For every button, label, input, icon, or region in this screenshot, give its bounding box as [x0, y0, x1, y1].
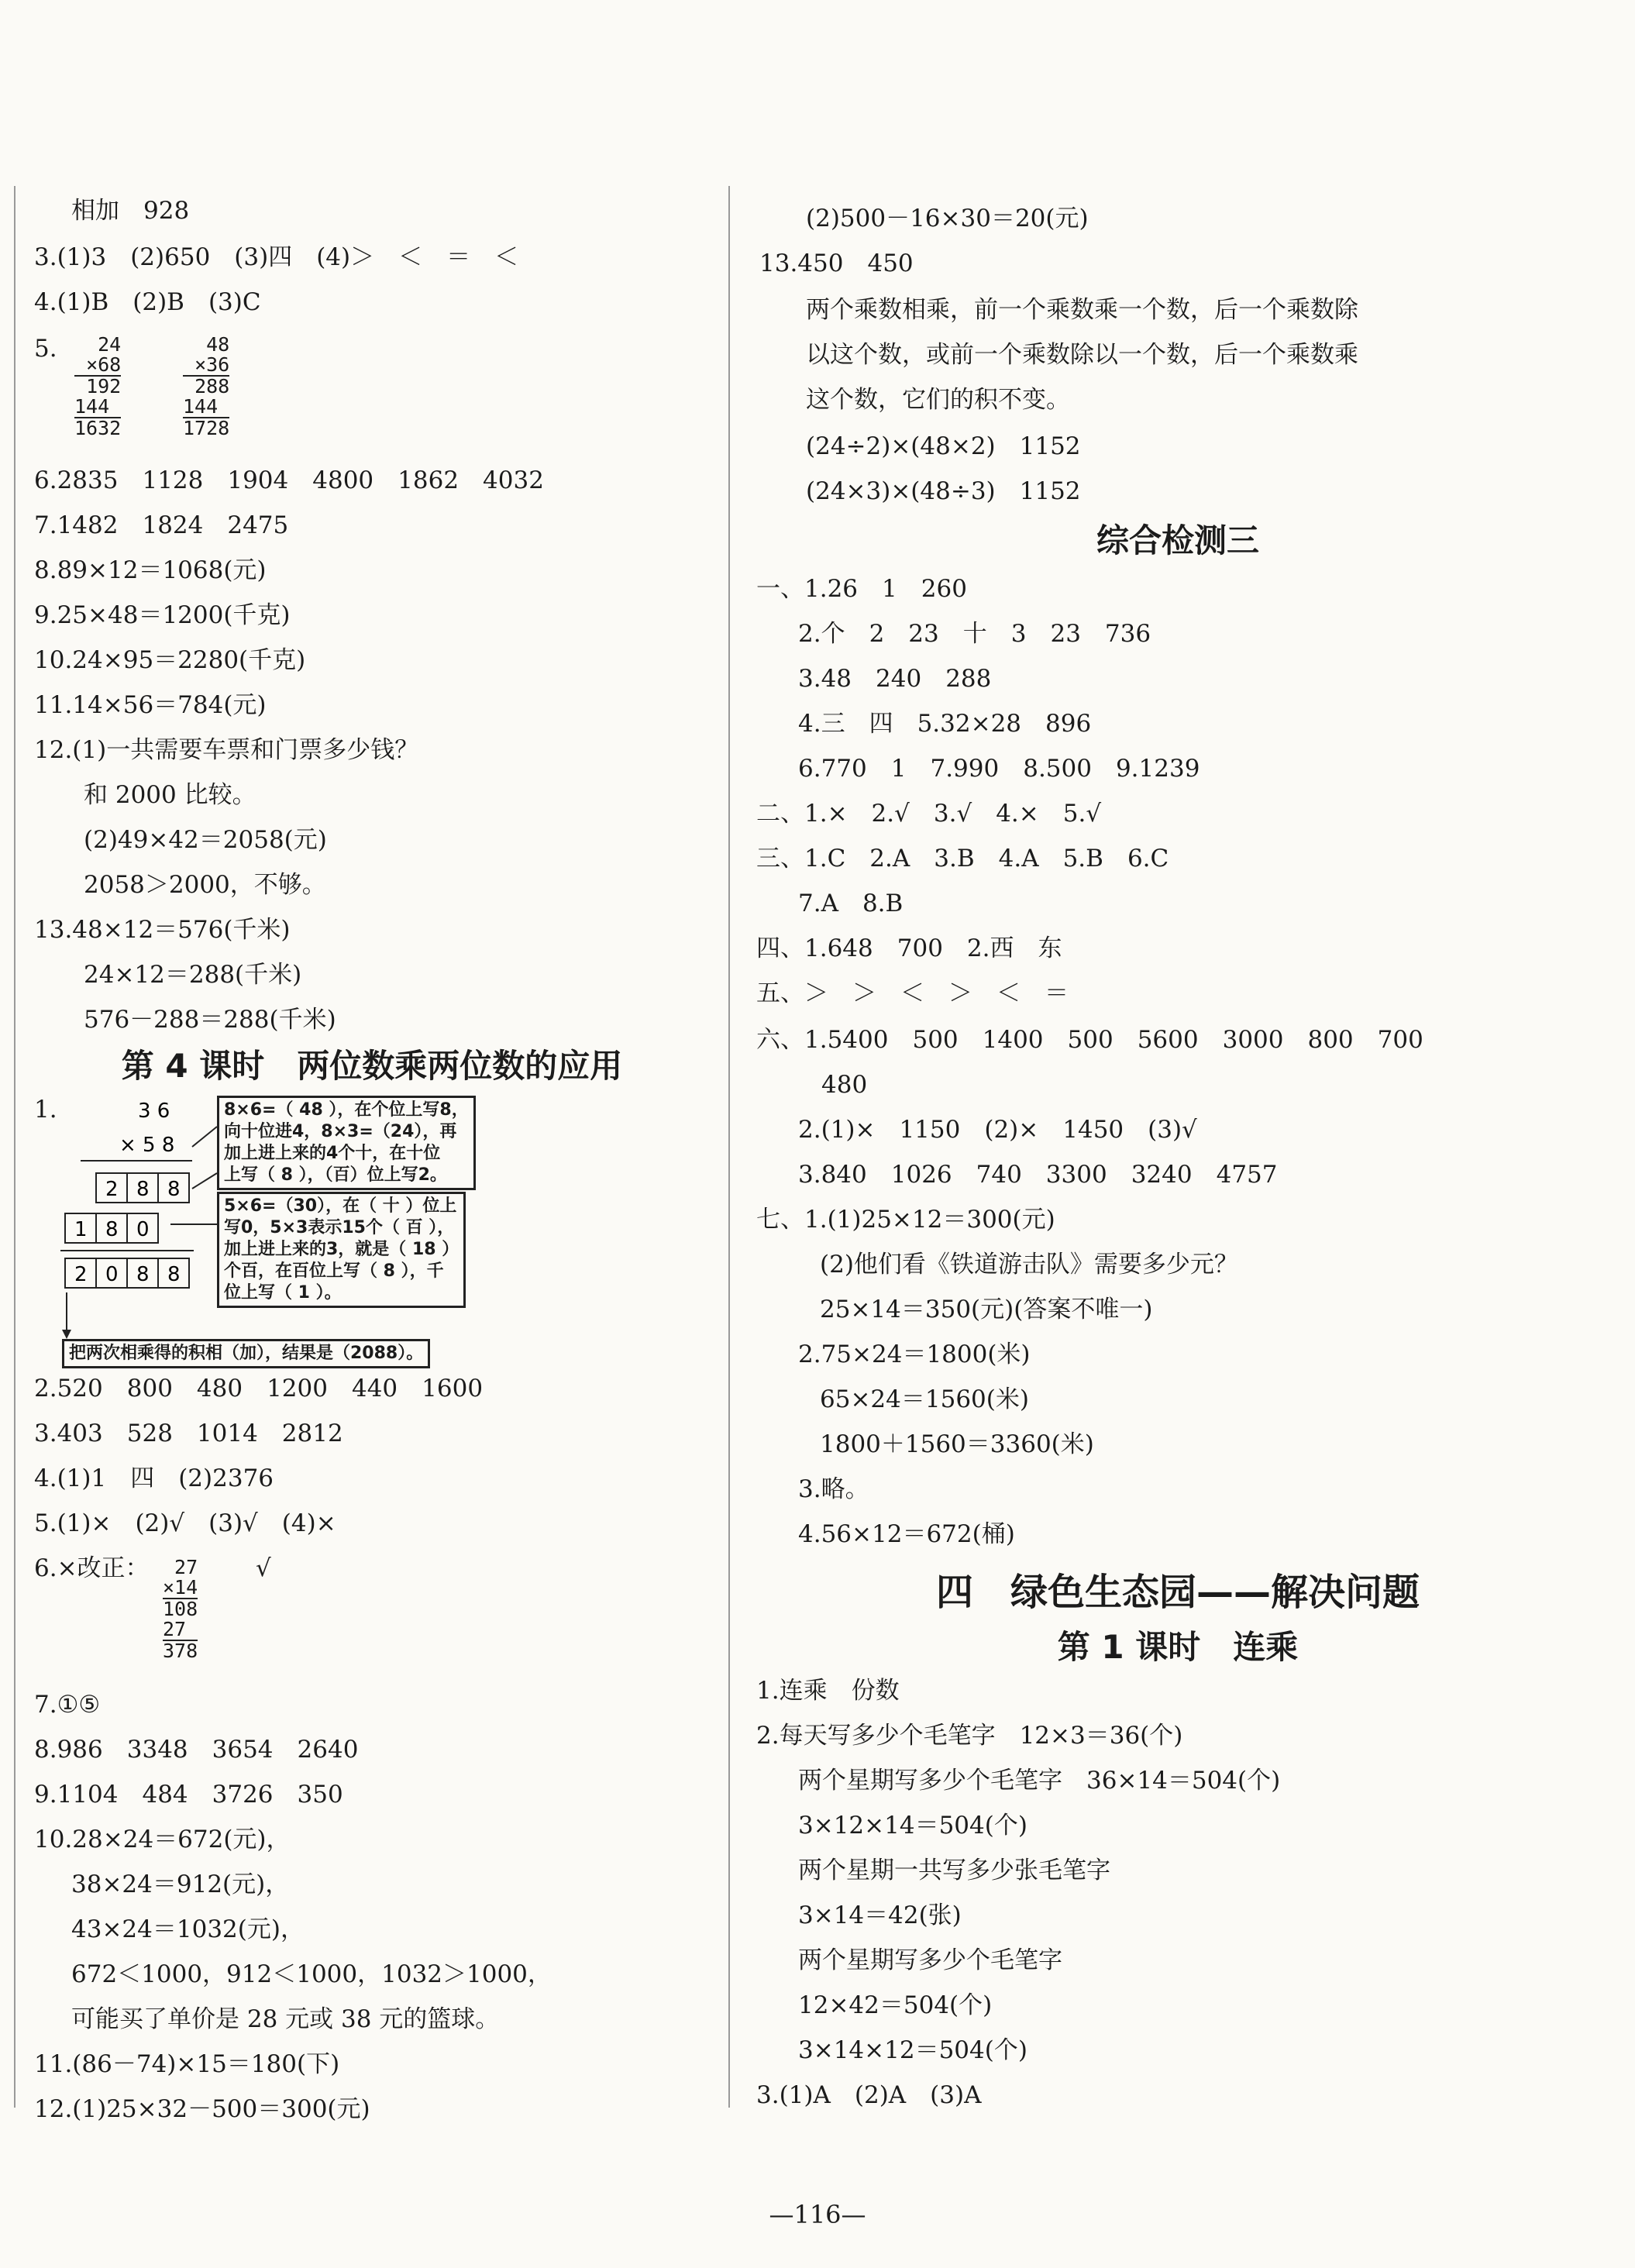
lesson-1-title: 第 1 课时 连乘 [1057, 1628, 1299, 1666]
answer-line: 10.24×95＝2280(千克) [34, 646, 306, 674]
answer-line: 2.520 800 480 1200 440 1600 [34, 1375, 484, 1402]
answer-line: 三、1.C 2.A 3.B 4.A 5.B 6.C [756, 845, 1169, 872]
answer-line: 12.(1)25×32－500＝300(元) [34, 2095, 370, 2123]
vertical-calc-3: 27 ×14 108 27 378 [163, 1556, 198, 1662]
answer-line: 和 2000 比较。 [84, 781, 256, 809]
answer-line: 3.48 240 288 [798, 665, 992, 693]
row2-digit: 0 [136, 1218, 150, 1241]
diagram-note-3: 把两次相乘得的积相（加），结果是（2088）。 [62, 1339, 430, 1368]
row1-digit: 2 [105, 1178, 119, 1201]
row3-digit: 8 [167, 1263, 181, 1286]
vertical-calc-1: 24 ×68 192 144 1632 [74, 333, 122, 439]
lesson-4-title: 第 4 课时 两位数乘两位数的应用 [121, 1047, 623, 1085]
diagram-note-2: 5×6=（30），在（ 十 ）位上 写0，5×3表示15个（ 百 ）， 加上进上来的3，就是（ 18 ） 个百，在百位上写（ 8 ），千 位上写（ 1 ）。 [217, 1192, 466, 1308]
answer-line: 两个星期写多少个毛笔字 36×14＝504(个) [798, 1767, 1281, 1795]
answer-line: 672＜1000，912＜1000，1032＞1000， [71, 1960, 552, 1988]
answer-line: 一、1.26 1 260 [756, 575, 967, 603]
answer-line: 4.(1)B (2)B (3)C [34, 288, 261, 316]
row3-digit: 0 [105, 1263, 119, 1286]
answer-line: 3.(1)A (2)A (3)A [756, 2081, 982, 2109]
answer-line: 24×12＝288(千米) [84, 961, 302, 989]
answer-line: 3×14×12＝504(个) [798, 2036, 1027, 2064]
answer-line: 2.每天写多少个毛笔字 12×3＝36(个) [756, 1722, 1183, 1750]
row2-digit: 1 [74, 1218, 88, 1241]
page-number: —116— [769, 2200, 866, 2229]
answer-line: 五、＞ ＞ ＜ ＞ ＜ ＝ [756, 979, 1069, 1007]
row2-digit: 8 [105, 1218, 119, 1241]
answer-line: 2.75×24＝1800(米) [798, 1340, 1031, 1368]
answer-line: 7.1482 1824 2475 [34, 511, 289, 539]
answer-line: 四、1.648 700 2.西 东 [756, 934, 1062, 962]
answer-line: 二、1.× 2.√ 3.√ 4.× 5.√ [756, 800, 1102, 828]
answer-line: 7.A 8.B [798, 890, 904, 917]
answer-line: 1800＋1560＝3360(米) [820, 1430, 1094, 1458]
answer-line: 4.56×12＝672(桶) [798, 1520, 1015, 1548]
answer-line: 6.×改正： [34, 1554, 150, 1582]
answer-line: 9.25×48＝1200(千克) [34, 601, 291, 629]
answer-line: 480 [821, 1071, 868, 1099]
answer-line: 4.(1)1 四 (2)2376 [34, 1464, 274, 1492]
answer-line: 这个数，它们的积不变。 [806, 386, 1070, 414]
answer-line: 3×12×14＝504(个) [798, 1812, 1027, 1840]
answer-line: 65×24＝1560(米) [820, 1385, 1029, 1413]
answer-line: (24÷2)×(48×2) 1152 [806, 432, 1081, 460]
answer-line: (2)500－16×30＝20(元) [806, 205, 1089, 232]
answer-line: 两个乘数相乘，前一个乘数乘一个数，后一个乘数除 [806, 296, 1358, 324]
answer-line: 以这个数，或前一个乘数除以一个数，后一个乘数乘 [806, 341, 1358, 369]
answer-line: 11.(86－74)×15＝180(下) [34, 2050, 340, 2078]
answer-line: 38×24＝912(元)， [71, 1870, 290, 1898]
check-mark: √ [256, 1554, 271, 1582]
answer-line: 相加 928 [71, 197, 190, 225]
answer-line: 8.89×12＝1068(元) [34, 556, 267, 584]
answer-line: 12.(1)一共需要车票和门票多少钱？ [34, 736, 419, 764]
answer-line: 6.770 1 7.990 8.500 9.1239 [798, 755, 1200, 783]
answer-line: 六、1.5400 500 1400 500 5600 3000 800 700 [756, 1026, 1423, 1054]
answer-line: 两个星期一共写多少张毛笔字 [798, 1857, 1110, 1884]
answer-line: 9.1104 484 3726 350 [34, 1781, 343, 1809]
answer-line: 3.(1)3 (2)650 (3)四 (4)＞ ＜ ＝ ＜ [34, 243, 519, 271]
diagram-multiplier: × 5 8 [119, 1134, 175, 1157]
answer-line: 43×24＝1032(元)， [71, 1915, 305, 1943]
answer-line: 25×14＝350(元)(答案不唯一) [820, 1296, 1153, 1323]
row3-digit: 2 [74, 1263, 88, 1286]
answer-line: 8.986 3348 3654 2640 [34, 1736, 359, 1764]
answer-line: 10.28×24＝672(元)， [34, 1826, 291, 1853]
answer-line: 1.连乘 份数 [756, 1677, 900, 1705]
answer-line: 2.个 2 23 十 3 23 736 [798, 620, 1151, 648]
answer-line: 3×14＝42(张) [798, 1901, 962, 1929]
answer-line: 3.840 1026 740 3300 3240 4757 [798, 1161, 1278, 1189]
answer-line: 13.48×12＝576(千米) [34, 916, 291, 944]
answer-line: 3.略。 [798, 1475, 869, 1503]
question-number: 1. [34, 1096, 57, 1124]
answer-line: 7.①⑤ [34, 1691, 101, 1719]
diagram-multiplicand: 3 6 [138, 1100, 170, 1123]
row1-digit: 8 [136, 1178, 150, 1201]
answer-line: 4.三 四 5.32×28 896 [798, 710, 1092, 738]
question-number: 5. [34, 335, 57, 363]
answer-line: 6.2835 1128 1904 4800 1862 4032 [34, 466, 544, 494]
answer-line: (2)49×42＝2058(元) [84, 826, 327, 854]
answer-line: 七、1.(1)25×12＝300(元) [756, 1206, 1055, 1234]
answer-line: 576－288＝288(千米) [84, 1006, 336, 1034]
answer-line: 11.14×56＝784(元) [34, 691, 267, 719]
column-divider [728, 186, 730, 2108]
left-margin-rule [14, 186, 15, 2108]
test-3-title: 综合检测三 [1096, 521, 1259, 559]
answer-line: 两个星期写多少个毛笔字 [798, 1946, 1062, 1974]
answer-line: 13.450 450 [759, 250, 914, 277]
row1-digit: 8 [167, 1178, 181, 1201]
answer-line: (2)他们看《铁道游击队》需要多少元？ [820, 1251, 1238, 1279]
vertical-calc-2: 48 ×36 288 144 1728 [183, 333, 230, 439]
answer-line: (24×3)×(48÷3) 1152 [806, 477, 1081, 505]
answer-line: 2058＞2000，不够。 [84, 871, 326, 899]
row3-digit: 8 [136, 1263, 150, 1286]
answer-line: 可能买了单价是 28 元或 38 元的篮球。 [71, 2005, 500, 2033]
answer-line: 12×42＝504(个) [798, 1991, 993, 2019]
unit-4-title: 四 绿色生态园——解决问题 [935, 1571, 1420, 1614]
answer-line: 3.403 528 1014 2812 [34, 1420, 343, 1447]
answer-line: 5.(1)× (2)√ (3)√ (4)× [34, 1509, 336, 1537]
answer-line: 2.(1)× 1150 (2)× 1450 (3)√ [798, 1116, 1197, 1144]
diagram-note-1: 8×6=（ 48 ），在个位上写8， 向十位进4，8×3=（24），再 加上进上来的4个十，在十位 上写（ 8 ），（百）位上写2。 [217, 1096, 476, 1190]
